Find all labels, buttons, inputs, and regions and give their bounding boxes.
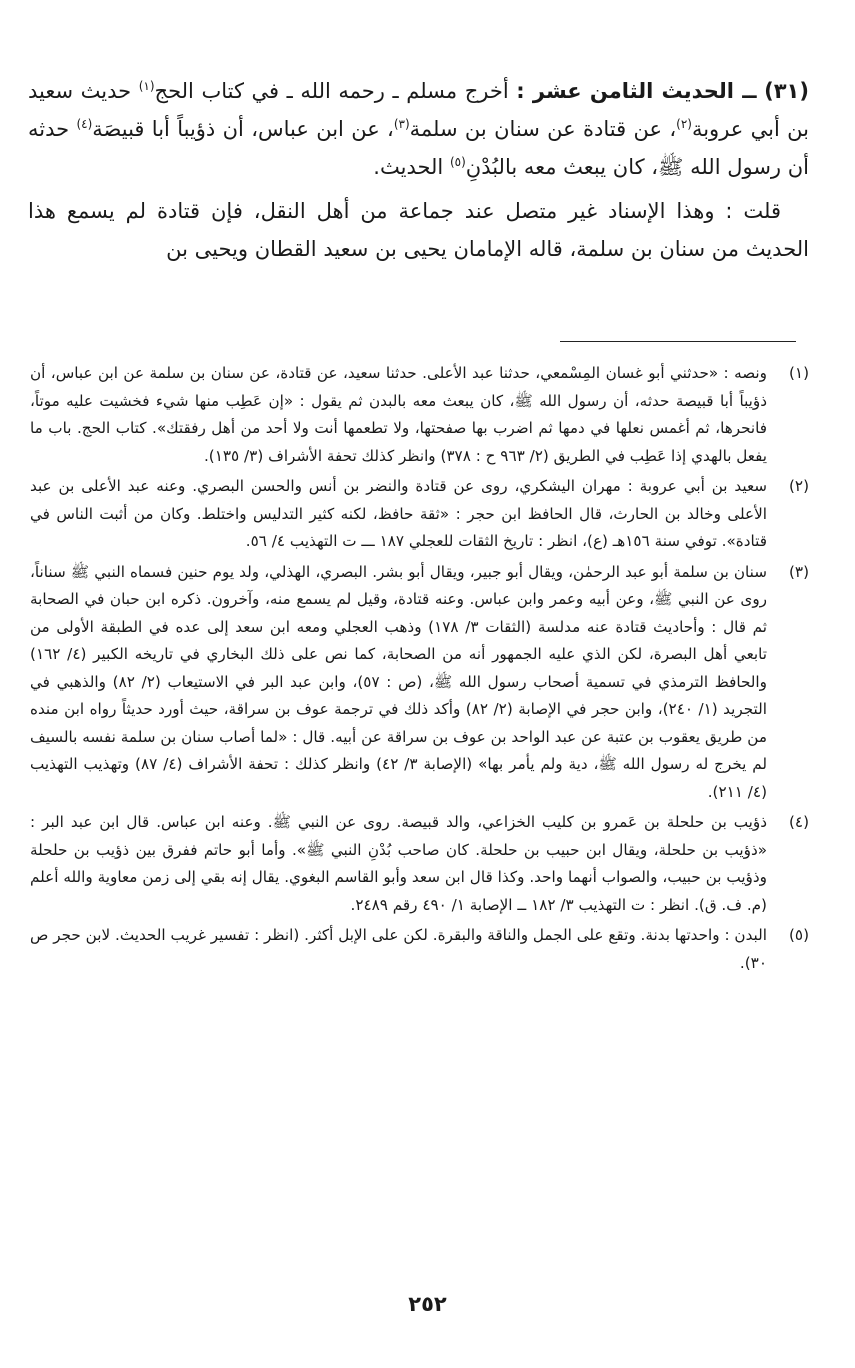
hadith-paragraph [28, 72, 809, 186]
footnote [30, 360, 809, 470]
footnote-text: سعيد بن أبي عروبة : مهران اليشكري، روى عن قتادة والنضر بن أنس والحسن البصري. وعنه عبد الأعلى بن عبد الأعلى وخالد بن الحارث، قال الحافظ ابن حجر : «ثقة حافظ، لكنه كثير التدليس واختلط. وكان من أثبت الناس في قتادة». توفي سنة ١٥٦هـ (ع)، انظر : تاريخ الثقات للعجلي ١٨٧ ـــ ت التهذيب ٤/ ٥٦. [30, 477, 767, 550]
footnote [30, 809, 809, 919]
text-segment: أخرج مسلم ـ رحمه الله ـ في كتاب الحج [154, 79, 509, 103]
footnote [30, 922, 809, 977]
main-text [28, 72, 809, 274]
footnote-ref-1[interactable]: (١) [138, 79, 155, 93]
footnote [30, 473, 809, 556]
footnote-number: (٣) [788, 562, 809, 581]
text-segment: ، عن ابن عباس، أن ذؤيباً أبا قبيصَة [92, 117, 394, 141]
footnote-number: (١) [788, 364, 809, 382]
footnote-text: ونصه : «حدثني أبو غسان المِسْمعي، حدثنا عبد الأعلى. حدثنا سعيد، عن قتادة، عن سنان بن سلمة عن ابن عباس، أن ذؤيباً أبا قبيصة حدثه، أن رسول الله ﷺ، كان يبعث معه بالبدن ثم يقول : «إن عَطِب منها شيء فخشيت عليه موتاً، فانحرها، ثم أغمس نعلها في دمها ثم اضرب بها صفحتها، ولا تطعمها أنت ولا أحد من أهل رفقتك». كتاب الحج. باب ما يفعل بالهدي إذا عَطِب في الطريق (٢/ ٩٦٣ ح : ٣٧٨) وانظر كذلك تحفة الأشراف (٣/ ١٣٥). [30, 364, 767, 465]
footnote-text: سنان بن سلمة أبو عبد الرحمٰن، ويقال أبو جبير، ويقال أبو بشر. البصري، الهذلي، ولد يوم حنين فسماه النبي ﷺ سناناً، روى عن النبي ﷺ، وعن أبيه وعمر وابن عباس. وعنه قتادة، وقيل لم يسمع منه، وآخرون. ذكره ابن حبان في الصحابة ثم قال : وأحاديث قتادة عنه مدلسة (الثقات ٣/ ١٧٨) وذهب العجلي ومعه ابن سعد إلى عده في الطبقة الأولى من تابعي أهل البصرة، لكن الذي عليه الجمهور أنه من الصحابة، كما نص على ذلك البخاري في تاريخه الكبير (٤/ ١٦٢) والحافظ الترمذي في تسمية أصحاب رسول الله ﷺ، (ص : ٥٧)، وابن عبد البر في الاستيعاب (٢/ ٨٢) والذهبي في التجريد (١/ ٢٤٠)، وابن حجر في الإصابة (٢/ ٨٢) وأكد ذلك في ترجمة عوف بن سراقة، حيث أورد حديثاً رواه ابن منده من طريق يعقوب بن عتبة عن عبد الواحد بن عوف بن سراقة عن أبيه. قال : «لما أصاب سنان بن سلمة نفسه بالسيف لم يخرج له رسول الله ﷺ، دية ولم يأمر بها» (الإصابة ٣/ ٤٢) وانظر كذلك : تحفة الأشراف (٤/ ٨٧) وتهذيب التهذيب (٤/ ٢١١). [30, 562, 768, 801]
footnote-separator [560, 341, 796, 342]
text-segment: الحديث. [373, 155, 444, 179]
footnote-ref-5[interactable]: (٥) [449, 155, 466, 169]
footnote-number: (٤) [788, 813, 809, 831]
text-segment: ، عن قتادة عن سنان بن سلمة [409, 117, 677, 141]
footnote-number: (٢) [788, 477, 809, 495]
commentary-paragraph: قلت : وهذا الإسناد غير متصل عند جماعة من أهل النقل، فإن قتادة لم يسمع هذا الحديث من سنان بن سلمة، قاله الإمامان يحيى بن سعيد القطان ويحيى بن [28, 199, 809, 261]
footnotes [30, 360, 809, 980]
hadith-title: ــ الحديث الثامن عشر : [516, 79, 757, 103]
footnote-ref-3[interactable]: (٣) [393, 117, 410, 131]
footnote [30, 559, 809, 807]
hadith-number: (٣١) [764, 79, 809, 103]
footnote-text: ذؤيب بن حلحلة بن عَمرو بن كليب الخزاعي، والد قبيصة. روى عن النبي ﷺ. وعنه ابن عباس. قال ابن عبد البر : «ذؤيب بن حلحلة، ويقال ابن حبيب بن حلحلة. كان صاحب بُدْنِ النبي ﷺ». وأما أبو حاتم ففرق بين ذؤيب بن حلحلة وذؤيب بن حبيب، والصواب أنهما واحد. وكذا قال ابن سعد وأبو القاسم البغوي. يقال إنه بقي إلى زمن معاوية والله أعلم (م. ف. ق). انظر : ت التهذيب ٣/ ١٨٢ ــ الإصابة ١/ ٤٩٠ رقم ٢٤٨٩. [30, 813, 767, 914]
footnote-ref-4[interactable]: (٤) [76, 117, 93, 131]
text-segment: حديث سعيد بن أبي عروبة [28, 79, 809, 141]
footnote-ref-2[interactable]: (٢) [676, 117, 692, 131]
page-number: ٢٥٢ [408, 1292, 447, 1316]
footnote-text: البدن : واحدتها بدنة. وتقع على الجمل والناقة والبقرة. لكن على الإبل أكثر. (انظر : تفسير غريب الحديث. لابن حجر ص ٣٠). [30, 926, 767, 972]
text-segment: حدثه أن رسول الله ﷺ، كان يبعث معه بالبُدْنِ [28, 117, 809, 179]
footnote-number: (٥) [788, 926, 809, 944]
